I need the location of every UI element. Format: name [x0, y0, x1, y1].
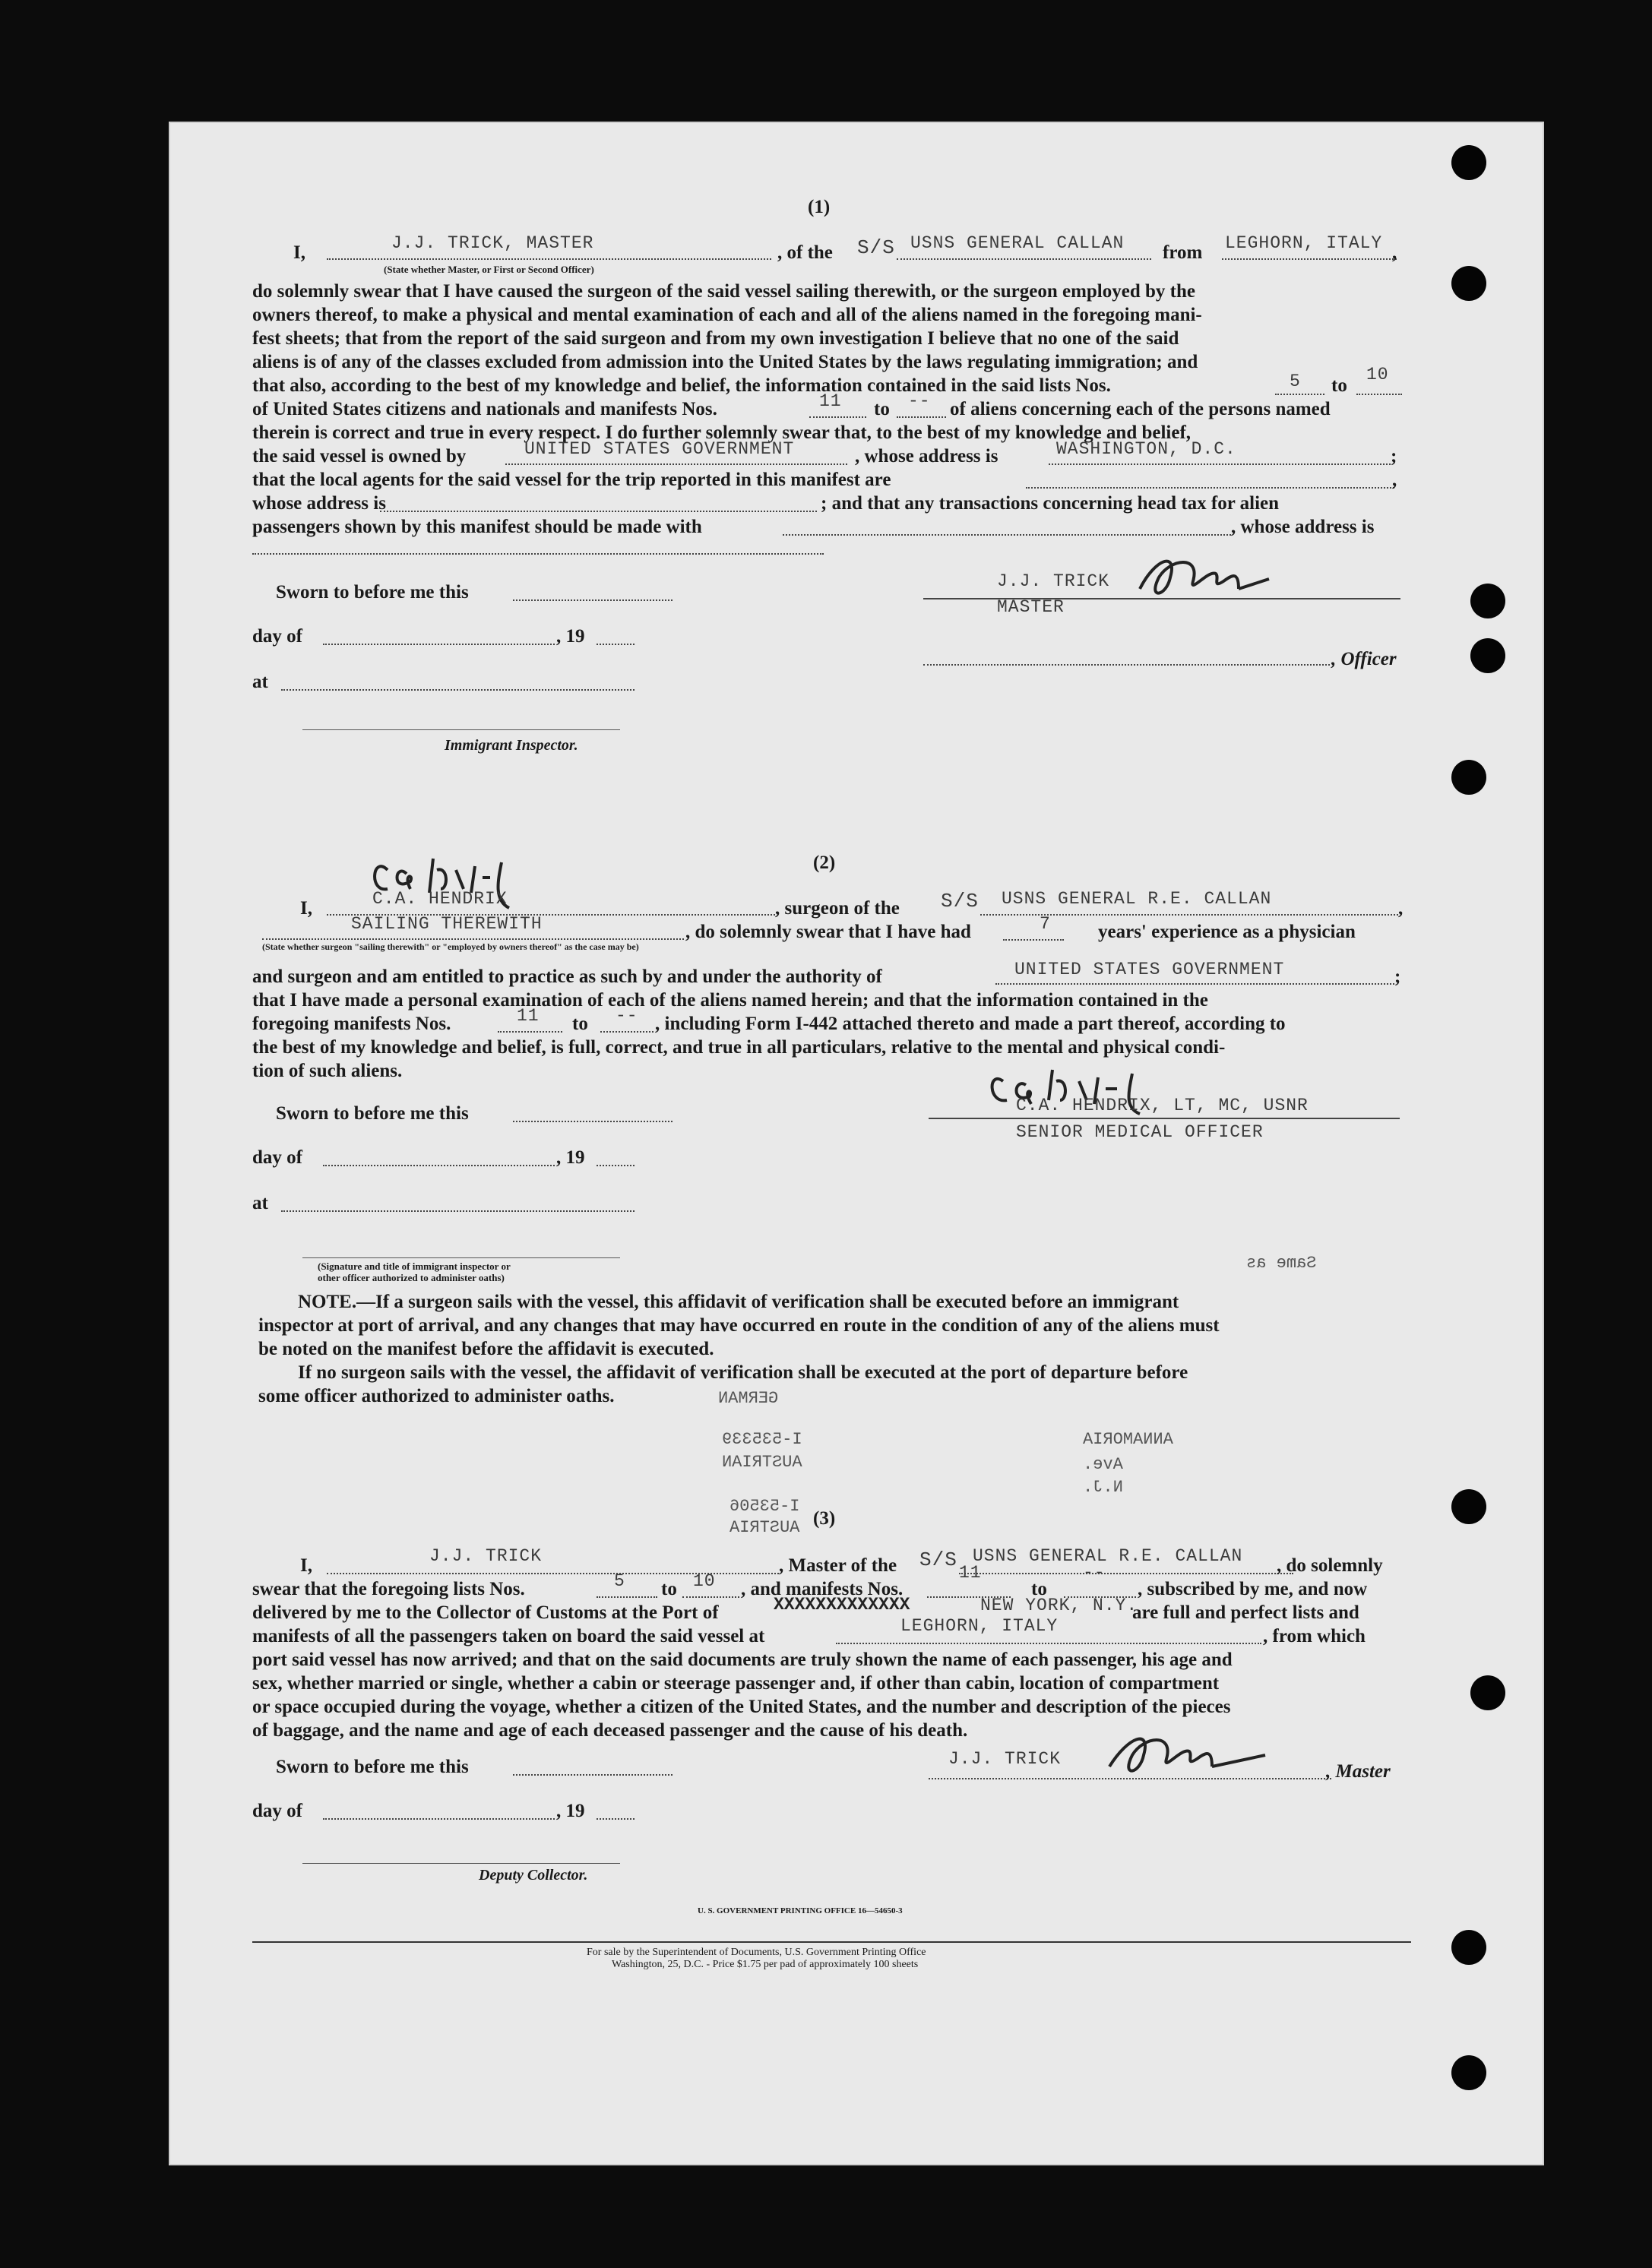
- punch-hole-4: [1470, 638, 1505, 673]
- section-1-line-9: that the local agents for the said vessel for the trip reported in this manifest are: [252, 470, 891, 490]
- note-line-4: If no surgeon sails with the vessel, the affidavit of verification shall be executed at the port of departure before: [298, 1362, 1188, 1383]
- at-line-2: [281, 1210, 635, 1212]
- sale-line-2: Washington, 25, D.C. - Price $1.75 per pad of approximately 100 sheets: [612, 1959, 919, 1970]
- section-3-line-4a: manifests of all the passengers taken on board the said vessel at: [252, 1626, 765, 1646]
- master-caption: (State whether Master, or First or Second Officer): [384, 264, 594, 275]
- section-1-line-7: therein is correct and true in every respect. I do further solemnly swear that, to the best of my knowledge and belief,: [252, 422, 1192, 443]
- struck-port: XXXXXXXXXXXXX: [774, 1595, 910, 1615]
- section-1-line-10b: ; and that any transactions concerning head tax for alien: [821, 493, 1280, 514]
- surgeon-to-label: to: [572, 1014, 588, 1034]
- note-line-5: some officer authorized to administer oaths.: [258, 1386, 615, 1406]
- master-name-line: [327, 258, 771, 260]
- authority-value: UNITED STATES GOVERNMENT: [1014, 960, 1285, 979]
- surgeon-signer-title: SENIOR MEDICAL OFFICER: [1016, 1122, 1264, 1142]
- note-line-1-text: —If a surgeon sails with the vessel, this affidavit of verification shall be executed before an immigrant: [356, 1292, 1179, 1312]
- sworn-label-2: Sworn to before me this: [276, 1103, 469, 1124]
- note-label: NOTE.: [298, 1292, 357, 1312]
- swear-a: , do solemnly swear that I have had: [685, 922, 971, 942]
- comma: ,: [1392, 242, 1397, 263]
- section-2-line-4b: , including Form I-442 attached thereto and made a part thereof, according to: [655, 1014, 1286, 1034]
- sworn-line-1: [513, 599, 673, 601]
- surgeon-name-value: C.A. HENDRIX: [372, 889, 508, 909]
- gpo-imprint: U. S. GOVERNMENT PRINTING OFFICE 16—54650-3: [698, 1906, 903, 1915]
- officer-signer-title: MASTER: [997, 597, 1065, 617]
- bleed-text-9: N.J.: [1083, 1478, 1123, 1497]
- punch-hole-9: [1451, 2055, 1486, 2090]
- inspector-caption-2a: (Signature and title of immigrant inspector or: [318, 1261, 511, 1272]
- bleed-text-8: Ave.: [1083, 1455, 1123, 1474]
- vessel-value: USNS GENERAL CALLAN: [910, 233, 1125, 253]
- master-signer-name: J.J. TRICK: [948, 1749, 1062, 1769]
- ss-mark: S/S: [857, 236, 895, 259]
- sailing-value: SAILING THEREWITH: [351, 914, 543, 934]
- section-2-i: I,: [300, 898, 312, 919]
- manifest-from-line: [809, 416, 866, 418]
- bleed-text-2: GERMAN: [718, 1389, 779, 1408]
- port-value: NEW YORK, N.Y.: [980, 1596, 1138, 1615]
- section-2-number: (2): [813, 852, 836, 873]
- vessel-line: [897, 258, 1151, 260]
- section-1-line-8b: , whose address is: [855, 446, 998, 467]
- lists-from-line-3: [597, 1596, 657, 1598]
- sailing-caption: (State whether surgeon "sailing therewith" or "employed by owners thereof" as the case may be): [262, 941, 639, 952]
- manifest-to-value-3: --: [1083, 1563, 1106, 1583]
- semicolon: ;: [1394, 966, 1401, 987]
- years-value: 7: [1040, 914, 1051, 934]
- bleed-text-7: ANNAMORIA: [1083, 1430, 1173, 1449]
- owner-address-line: [1049, 463, 1391, 465]
- semicolon: ;: [1391, 446, 1397, 467]
- section-1-line-8a: the said vessel is owned by: [252, 446, 467, 467]
- section-3-line-6: sex, whether married or single, whether a cabin or steerage passenger and, if other than cabin, location of compartment: [252, 1673, 1220, 1694]
- master-name-value: J.J. TRICK, MASTER: [391, 233, 594, 253]
- section-2-line-2a: and surgeon and am entitled to practice as such by and under the authority of: [252, 966, 882, 987]
- section-2-line-5: the best of my knowledge and belief, is full, correct, and true in all particulars, relative to the mental and physical condi-: [252, 1037, 1226, 1058]
- day-of-label-2: day of: [252, 1147, 302, 1168]
- swear-b: years' experience as a physician: [1098, 922, 1356, 942]
- to-label-3b: to: [1031, 1579, 1047, 1599]
- section-2-line-3: that I have made a personal examination of each of the aliens named herein; and that the information contained in the: [252, 990, 1208, 1011]
- bleed-text-3: I-535339: [722, 1430, 802, 1449]
- to-label-2: to: [874, 399, 890, 419]
- sailing-line: [262, 938, 684, 940]
- vessel-line-3: [959, 1573, 1293, 1574]
- surgeon-signer-line: [929, 1118, 1400, 1119]
- lists-to-line-3: [682, 1596, 739, 1598]
- master-of-the-label: , Master of the: [779, 1555, 897, 1576]
- surgeon-manifest-from-value: 11: [517, 1006, 540, 1026]
- section-3-line-4b: , from which: [1263, 1626, 1366, 1646]
- section-1-line-11b: , whose address is: [1231, 517, 1375, 537]
- surgeon-manifest-to-line: [600, 1031, 654, 1033]
- at-label-2: at: [252, 1193, 268, 1213]
- punch-hole-5: [1451, 760, 1486, 795]
- section-2-line-6: tion of such aliens.: [252, 1061, 403, 1081]
- owner-address-value: WASHINGTON, D.C.: [1056, 439, 1236, 459]
- day-of-line-2: [323, 1165, 555, 1166]
- from-port-value: LEGHORN, ITALY: [1225, 233, 1383, 253]
- lists-to-line: [1356, 394, 1402, 395]
- footer-rule: [252, 1941, 1411, 1943]
- year-line-3: [597, 1818, 635, 1820]
- manifest-to-value: --: [908, 391, 931, 411]
- inspector-caption-1: Immigrant Inspector.: [445, 737, 578, 754]
- bleed-text-5: I-53506: [729, 1497, 800, 1516]
- from-line: [1222, 258, 1397, 260]
- inspector-line-1: [302, 729, 620, 730]
- sworn-label-1: Sworn to before me this: [276, 582, 469, 603]
- day-of-label-1: day of: [252, 626, 302, 647]
- section-1-i: I,: [293, 242, 305, 263]
- agents-line: [1026, 487, 1394, 489]
- lists-from-value-3: 5: [614, 1571, 625, 1591]
- day-of-line-1: [323, 644, 555, 645]
- punch-hole-2: [1451, 266, 1486, 301]
- day-of-line-3: [323, 1818, 555, 1820]
- punch-hole-6: [1451, 1489, 1486, 1524]
- bleed-text-1: Same as: [1246, 1254, 1317, 1273]
- surgeon-manifest-to-value: --: [616, 1006, 638, 1026]
- sworn-label-3: Sworn to before me this: [276, 1757, 469, 1777]
- section-1-number: (1): [808, 197, 831, 217]
- section-2-line-4a: foregoing manifests Nos.: [252, 1014, 451, 1034]
- section-1-line-1: do solemnly swear that I have caused the surgeon of the said vessel sailing therewith, or the surgeon employed by the: [252, 281, 1195, 302]
- authority-line: [995, 983, 1394, 985]
- section-1-line-5: that also, according to the best of my knowledge and belief, the information contained in the said lists Nos.: [252, 375, 1111, 396]
- boarded-at-line: [836, 1643, 1261, 1644]
- year-label-1: , 19: [556, 626, 585, 647]
- master-name-value-3: J.J. TRICK: [429, 1546, 543, 1566]
- punch-hole-3: [1470, 584, 1505, 618]
- boarded-at-value: LEGHORN, ITALY: [900, 1616, 1059, 1636]
- punch-hole-7: [1470, 1675, 1505, 1710]
- officer-line: [923, 664, 1330, 666]
- note-line-3: be noted on the manifest before the affidavit is executed.: [258, 1339, 714, 1359]
- ss-mark-2: S/S: [941, 890, 979, 913]
- punch-hole-1: [1451, 145, 1486, 180]
- section-3-line-5: port said vessel has now arrived; and that on the said documents are truly shown the name of each passenger, his age and: [252, 1650, 1233, 1670]
- year-label-2: , 19: [556, 1147, 585, 1168]
- ss-mark-3: S/S: [919, 1548, 957, 1571]
- manifest-to-line: [897, 416, 946, 418]
- section-1-line-6a: of United States citizens and nationals and manifests Nos.: [252, 399, 717, 419]
- officer-label: , Officer: [1331, 649, 1397, 669]
- years-line: [1003, 939, 1064, 941]
- surgeon-of-the-label: , surgeon of the: [775, 898, 900, 919]
- section-3-line-2a: swear that the foregoing lists Nos.: [252, 1579, 525, 1599]
- section-1-line-11a: passengers shown by this manifest should be made with: [252, 517, 702, 537]
- do-solemnly-label: , do solemnly: [1277, 1555, 1383, 1576]
- vessel-value-3: USNS GENERAL R.E. CALLAN: [973, 1546, 1243, 1566]
- section-3-line-3a: delivered by me to the Collector of Customs at the Port of: [252, 1602, 719, 1623]
- inspector-line-2: [302, 1257, 620, 1258]
- note-line-2: inspector at port of arrival, and any changes that may have occurred en route in the condition of any of the aliens must: [258, 1315, 1220, 1336]
- section-3-line-3b: are full and perfect lists and: [1132, 1602, 1359, 1623]
- owner-line: [505, 463, 847, 465]
- section-1-line-10a: whose address is: [252, 493, 386, 514]
- section-1-line-3: fest sheets; that from the report of the said surgeon and from my own investigation I believe that no one of the said: [252, 328, 1179, 349]
- lists-to-value-3: 10: [693, 1571, 716, 1591]
- surgeon-manifest-from-line: [498, 1031, 562, 1033]
- owner-value: UNITED STATES GOVERNMENT: [524, 439, 795, 459]
- section-3-line-2b: , and manifests Nos.: [741, 1579, 904, 1599]
- lists-from-line: [1275, 394, 1324, 395]
- to-label-1: to: [1331, 375, 1347, 396]
- day-of-label-3: day of: [252, 1801, 302, 1821]
- comma: ,: [1398, 898, 1404, 919]
- at-label-1: at: [252, 672, 268, 692]
- surgeon-vessel-value: USNS GENERAL R.E. CALLAN: [1002, 889, 1272, 909]
- section-3-line-8: of baggage, and the name and age of each deceased passenger and the cause of his death.: [252, 1720, 968, 1741]
- year-line-2: [597, 1165, 635, 1166]
- section-1-line-6b: of aliens concerning each of the persons named: [950, 399, 1331, 419]
- punch-hole-8: [1451, 1930, 1486, 1965]
- section-3-line-2c: , subscribed by me, and now: [1138, 1579, 1368, 1599]
- year-line-1: [597, 644, 635, 645]
- section-3-i: I,: [300, 1555, 312, 1576]
- collector-caption: Deputy Collector.: [479, 1867, 588, 1884]
- agents-address-line: [380, 511, 817, 512]
- comma: ,: [1392, 470, 1397, 490]
- master-label: , Master: [1326, 1761, 1391, 1782]
- manifest-from-value-3: 11: [959, 1563, 982, 1583]
- of-the-label: , of the: [777, 242, 833, 263]
- signature-trick-2: [1094, 1725, 1277, 1782]
- sworn-line-3: [513, 1774, 673, 1776]
- head-tax-address-line: [252, 553, 824, 555]
- section-1-line-4: aliens is of any of the classes excluded from admission into the United States by the laws regulating immigration; and: [252, 352, 1198, 372]
- manifest-from-value: 11: [819, 391, 842, 411]
- sworn-line-2: [513, 1121, 673, 1122]
- head-tax-line: [783, 534, 1231, 536]
- surgeon-signer-name: C.A. HENDRIX, LT, MC, USNR: [1016, 1096, 1309, 1115]
- signature-trick-1: [1125, 547, 1277, 604]
- lists-from-value: 5: [1290, 372, 1301, 391]
- section-3-number: (3): [813, 1508, 836, 1529]
- bleed-text-4: AUSTRIAN: [722, 1453, 802, 1472]
- officer-signer-name: J.J. TRICK: [997, 571, 1110, 591]
- section-1-line-2: owners thereof, to make a physical and mental examination of each and all of the aliens named in the foregoing mani-: [252, 305, 1202, 325]
- to-label-3a: to: [661, 1579, 677, 1599]
- bleed-text-6: AUSTRIA: [729, 1518, 800, 1537]
- at-line-1: [281, 689, 635, 691]
- sale-line-1: For sale by the Superintendent of Documents, U.S. Government Printing Office: [587, 1947, 926, 1958]
- from-label: from: [1163, 242, 1203, 263]
- inspector-caption-2b: other officer authorized to administer oaths): [318, 1272, 505, 1283]
- year-label-3: , 19: [556, 1801, 585, 1821]
- section-3-line-7: or space occupied during the voyage, whether a citizen of the United States, and the number and description of the pieces: [252, 1697, 1231, 1717]
- note-line-1: [298, 1290, 1179, 1314]
- lists-to-value: 10: [1366, 365, 1389, 384]
